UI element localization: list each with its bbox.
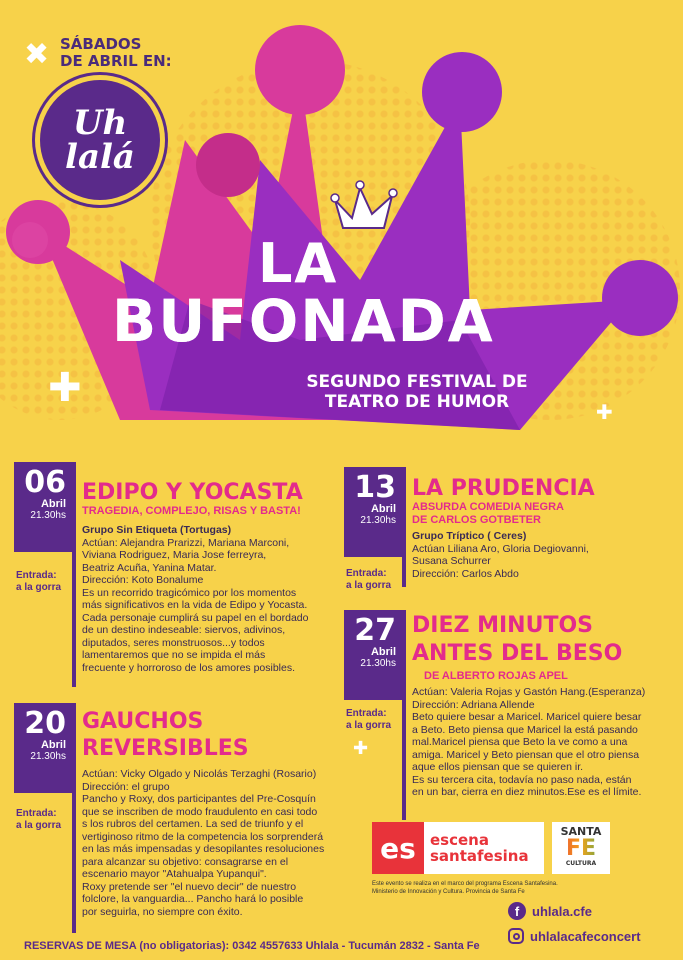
desc-line: por seguirla, no siempre con éxito. — [82, 905, 243, 918]
entrada-line1: Entrada: — [16, 808, 57, 819]
logo-line2: lalá — [65, 137, 135, 177]
desc-line: escenario mayor "Atahualpa Yupanqui". — [82, 868, 267, 880]
desc-line: en un bar, cierra en diez minutos.Ese es el límite. — [412, 786, 642, 798]
desc-line: Cada personaje cumplirá su papel en el bordado — [82, 611, 309, 624]
plus-icon: ✚ — [596, 400, 613, 424]
desc-line: Actúan Liliana Aro, Gloria Degiovanni, — [412, 542, 589, 555]
uhlala-logo — [40, 80, 160, 200]
show-description — [82, 524, 337, 674]
show-title: LA PRUDENCIA — [412, 476, 595, 501]
header-line2: DE ABRIL EN: — [60, 52, 172, 70]
instagram-link[interactable] — [508, 928, 641, 944]
logo-line1: Uh — [72, 103, 128, 143]
show-title-line1: GAUCHOS — [82, 709, 204, 734]
desc-line: lamentaremos que no se impida el más — [82, 649, 266, 661]
desc-line: Roxy pretende ser "el nuevo decir" de nuestro — [82, 880, 297, 893]
show-title — [82, 708, 249, 762]
desc-line: Grupo Sin Etiqueta (Tortugas) — [82, 524, 232, 536]
desc-line: que se inscriben de modo fraudulento en casi todo — [82, 805, 318, 818]
sponsor-note-line2: Ministerio de Innovación y Cultura. Provincia de Santa Fe — [372, 889, 525, 895]
date-time: 21.30hs — [30, 751, 66, 762]
desc-line: Beatriz Acuña, Yanina Matar. — [82, 561, 217, 574]
festival-sub2: TEATRO DE HUMOR — [324, 392, 510, 412]
section-divider — [72, 462, 76, 687]
desc-line: Es un recorrido tragicómico por los momentos — [82, 586, 297, 599]
show-title-line2: ANTES DEL BESO — [412, 641, 623, 666]
header-text — [60, 36, 172, 70]
show-subtitle: DE ALBERTO ROJAS APEL — [424, 670, 568, 682]
entrada-line2: a la gorra — [16, 820, 62, 831]
sponsor-note-line1: Este evento se realiza en el marco del programa Escena Santafesina. — [372, 881, 558, 887]
entrada-line1: Entrada: — [346, 568, 387, 579]
desc-line: vertiginoso ritmo de la competencia los sorprenderá — [82, 830, 324, 843]
desc-line: a Beto. Beto piensa que Maricel la está pasando — [412, 723, 638, 736]
santa-fe-logo — [552, 822, 610, 874]
festival-title-la: LA — [258, 232, 339, 295]
desc-line: más significativos en la vida de Edipo y Yocasta. — [82, 599, 308, 611]
plus-icon: ✚ — [353, 738, 369, 759]
reservas-footer: RESERVAS DE MESA (no obligatorias): 0342 4557633 Uhlala - Tucumán 2832 - Santa Fe — [24, 940, 480, 952]
entrada-line2: a la gorra — [346, 580, 392, 591]
date-month: Abril — [370, 646, 396, 658]
date-day: 20 — [24, 706, 66, 741]
santa-text: SANTA — [560, 825, 602, 838]
date-month: Abril — [370, 503, 396, 515]
instagram-icon — [508, 928, 524, 944]
date-time: 21.30hs — [360, 515, 396, 526]
cross-icon: ✖ — [24, 37, 50, 72]
header-line1: SÁBADOS — [60, 35, 142, 53]
desc-line: Actúan: Valeria Rojas y Gastón Hang.(Esperanza) — [412, 686, 646, 698]
desc-line: s los rubros del certamen. La sed de triunfo y el — [82, 818, 304, 830]
section-divider — [402, 610, 406, 820]
desc-line: Beto quiere besar a Maricel. Maricel quiere besar — [412, 711, 642, 723]
fe-text: FE — [552, 838, 610, 860]
festival-sub1: SEGUNDO FESTIVAL DE — [306, 372, 528, 392]
show-title-line1: DIEZ MINUTOS — [412, 613, 593, 638]
escena-line2: santafesina — [430, 847, 529, 865]
entrada-label — [346, 568, 391, 592]
entrada-line2: a la gorra — [346, 720, 392, 731]
facebook-icon: f — [508, 902, 526, 920]
date-badge — [14, 703, 74, 793]
escena-santafesina-logo — [372, 822, 544, 874]
desc-line: Actúan: Vicky Olgado y Nicolás Terzaghi (Rosario) — [82, 768, 317, 780]
show-title — [412, 612, 622, 668]
date-badge — [344, 610, 404, 700]
desc-line: en las más impensadas y desopilantes resoluciones — [82, 843, 325, 855]
desc-line: Actúan: Alejandra Prarizzi, Mariana Marconi, — [82, 536, 290, 549]
show-subtitle: TRAGEDIA, COMPLEJO, RISAS Y BASTA! — [82, 505, 301, 517]
desc-line: de un destino indeseable: siervos, adivinos, — [82, 624, 286, 636]
desc-line: Es su tercera cita, todavía no paso nada, están — [412, 773, 632, 786]
escena-line1: escena — [430, 831, 489, 849]
desc-line: Grupo Tríptico ( Ceres) — [412, 530, 527, 542]
show-description — [412, 686, 674, 799]
instagram-handle: uhlalacafeconcert — [530, 928, 641, 944]
date-badge — [344, 467, 404, 557]
date-month: Abril — [40, 739, 66, 751]
show-subtitle: DE CARLOS GOTBETER — [412, 514, 541, 526]
desc-line: para alcanzar su objetivo: consagrarse en el — [82, 855, 289, 868]
cultura-text: CULTURA — [565, 860, 597, 867]
show-description — [82, 768, 352, 918]
entrada-label — [16, 808, 61, 832]
desc-line: Dirección: Carlos Abdo — [412, 567, 519, 580]
desc-line: Viviana Rodriguez, Maria Jose ferreyra, — [82, 549, 267, 561]
es-mark: es — [372, 822, 424, 874]
date-time: 21.30hs — [360, 658, 396, 669]
entrada-line2: a la gorra — [16, 582, 62, 593]
desc-line: folclore, la vanguardia... Pancho hará lo posible — [82, 893, 304, 905]
desc-line: Susana Schurrer — [412, 555, 491, 567]
desc-line: Pancho y Roxy, dos participantes del Pre-Cosquín — [82, 793, 316, 805]
sponsor-note — [372, 880, 558, 896]
show-title-line2: REVERSIBLES — [82, 736, 249, 761]
entrada-label — [16, 570, 61, 594]
section-divider — [72, 703, 76, 933]
desc-line: Dirección: el grupo — [82, 780, 170, 793]
show-title: EDIPO Y YOCASTA — [82, 480, 303, 505]
desc-line: Dirección: Koto Bonalume — [82, 574, 204, 586]
facebook-handle: uhlala.cfe — [532, 903, 592, 919]
desc-line: frecuente y horroroso de los amores posibles. — [82, 661, 296, 674]
desc-line: amiga. Maricel y Beto piensan que el otro piensa — [412, 748, 640, 761]
plus-icon: ✚ — [48, 365, 82, 411]
show-subtitle: ABSURDA COMEDIA NEGRA — [412, 501, 564, 513]
date-badge — [14, 462, 74, 552]
desc-line: Dirección: Adriana Allende — [412, 698, 535, 711]
facebook-link[interactable] — [508, 902, 592, 920]
festival-title-bufonada: BUFONADA — [112, 287, 495, 355]
festival-subtitle — [282, 372, 552, 412]
date-time: 21.30hs — [30, 510, 66, 521]
date-day: 13 — [354, 470, 396, 505]
desc-line: aque ellos piensan que se quieren ir. — [412, 761, 584, 773]
entrada-label — [346, 708, 391, 732]
show-description — [412, 530, 672, 580]
date-day: 06 — [24, 465, 66, 500]
date-day: 27 — [354, 613, 396, 648]
desc-line: mal.Maricel piensa que Beto la ve como a una — [412, 736, 628, 748]
date-month: Abril — [40, 498, 66, 510]
entrada-line1: Entrada: — [346, 708, 387, 719]
section-divider — [402, 467, 406, 587]
entrada-line1: Entrada: — [16, 570, 57, 581]
desc-line: diputados, seres monstruosos...y todos — [82, 636, 265, 649]
